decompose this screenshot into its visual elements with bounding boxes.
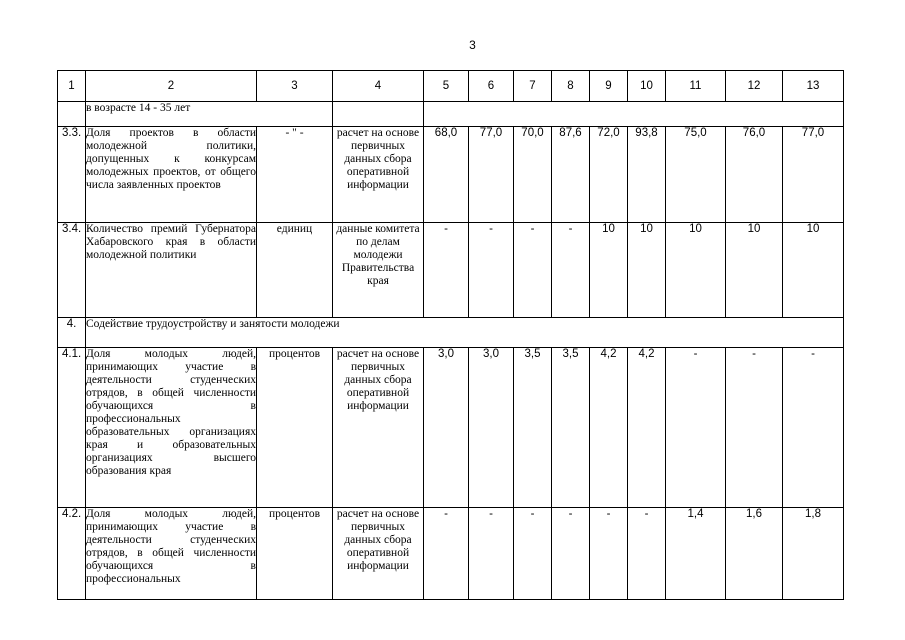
row-number: 4.2. [58,508,86,600]
value-cell: - [469,508,514,600]
section-row [58,318,844,348]
value-cell: 4,2 [628,348,666,508]
value-cell: - [469,223,514,318]
indicator-unit: процентов [257,348,333,508]
value-cell: - [552,508,590,600]
column-header: 1 [58,71,86,102]
column-header: 4 [333,71,424,102]
empty-cell [58,102,86,127]
value-cell: 77,0 [783,127,844,223]
value-cell: 1,4 [666,508,726,600]
table-row [58,348,844,508]
indicator-name: Доля молодых людей, принимающих участие в деятельности студенческих отрядов, в общей численности обучающихся в профессиональных [86,508,257,600]
column-header: 9 [590,71,628,102]
value-cell: 3,5 [514,348,552,508]
column-header: 11 [666,71,726,102]
column-header: 3 [257,71,333,102]
value-cell: - [514,508,552,600]
value-cell: 3,5 [552,348,590,508]
value-cell: - [424,223,469,318]
row-number: 4.1. [58,348,86,508]
header-row [58,71,844,102]
table-row [58,127,844,223]
value-cell: 70,0 [514,127,552,223]
row-number: 3.4. [58,223,86,318]
column-header: 5 [424,71,469,102]
value-cell: 10 [783,223,844,318]
value-cell: 10 [666,223,726,318]
table-row [58,223,844,318]
column-header: 13 [783,71,844,102]
indicator-source: расчет на основе первичных данных сбора оперативной информации [333,348,424,508]
value-cell: 10 [628,223,666,318]
row-number: 3.3. [58,127,86,223]
empty-cell [424,102,844,127]
column-header: 8 [552,71,590,102]
table-row [58,508,844,600]
indicator-name: Количество премий Губернатора Хабаровского края в области молодежной политики [86,223,257,318]
value-cell: 93,8 [628,127,666,223]
continuation-text: в возрасте 14 - 35 лет [86,102,333,127]
value-cell: - [726,348,783,508]
section-number: 4. [58,318,86,348]
value-cell: 76,0 [726,127,783,223]
value-cell: 68,0 [424,127,469,223]
value-cell: 3,0 [424,348,469,508]
value-cell: 1,6 [726,508,783,600]
indicator-source: данные комитета по делам молодежи Правительства края [333,223,424,318]
column-header: 12 [726,71,783,102]
value-cell: - [590,508,628,600]
section-title: Содействие трудоустройству и занятости молодежи [86,318,844,348]
column-header: 2 [86,71,257,102]
value-cell: - [514,223,552,318]
indicator-unit: процентов [257,508,333,600]
empty-cell [333,102,424,127]
indicator-name: Доля молодых людей, принимающих участие в деятельности студенческих отрядов, в общей численности обучающихся в профессиональных образовательных организациях края и образовательных организациях высшего образования края [86,348,257,508]
indicator-unit: - " - [257,127,333,223]
value-cell: - [783,348,844,508]
indicator-name: Доля проектов в области молодежной политики, допущенных к конкурсам молодежных проектов, от общего числа заявленных проектов [86,127,257,223]
value-cell: 10 [726,223,783,318]
value-cell: - [666,348,726,508]
value-cell: 1,8 [783,508,844,600]
indicator-source: расчет на основе первичных данных сбора оперативной информации [333,508,424,600]
indicators-table [57,70,844,600]
page-number: 3 [469,38,476,52]
value-cell: 10 [590,223,628,318]
column-header: 7 [514,71,552,102]
value-cell: 75,0 [666,127,726,223]
value-cell: - [552,223,590,318]
value-cell: 72,0 [590,127,628,223]
table-row [58,102,844,127]
value-cell: - [628,508,666,600]
indicator-source: расчет на основе первичных данных сбора оперативной информации [333,127,424,223]
value-cell: 3,0 [469,348,514,508]
column-header: 10 [628,71,666,102]
value-cell: 4,2 [590,348,628,508]
value-cell: 87,6 [552,127,590,223]
column-header: 6 [469,71,514,102]
value-cell: 77,0 [469,127,514,223]
indicator-unit: единиц [257,223,333,318]
value-cell: - [424,508,469,600]
